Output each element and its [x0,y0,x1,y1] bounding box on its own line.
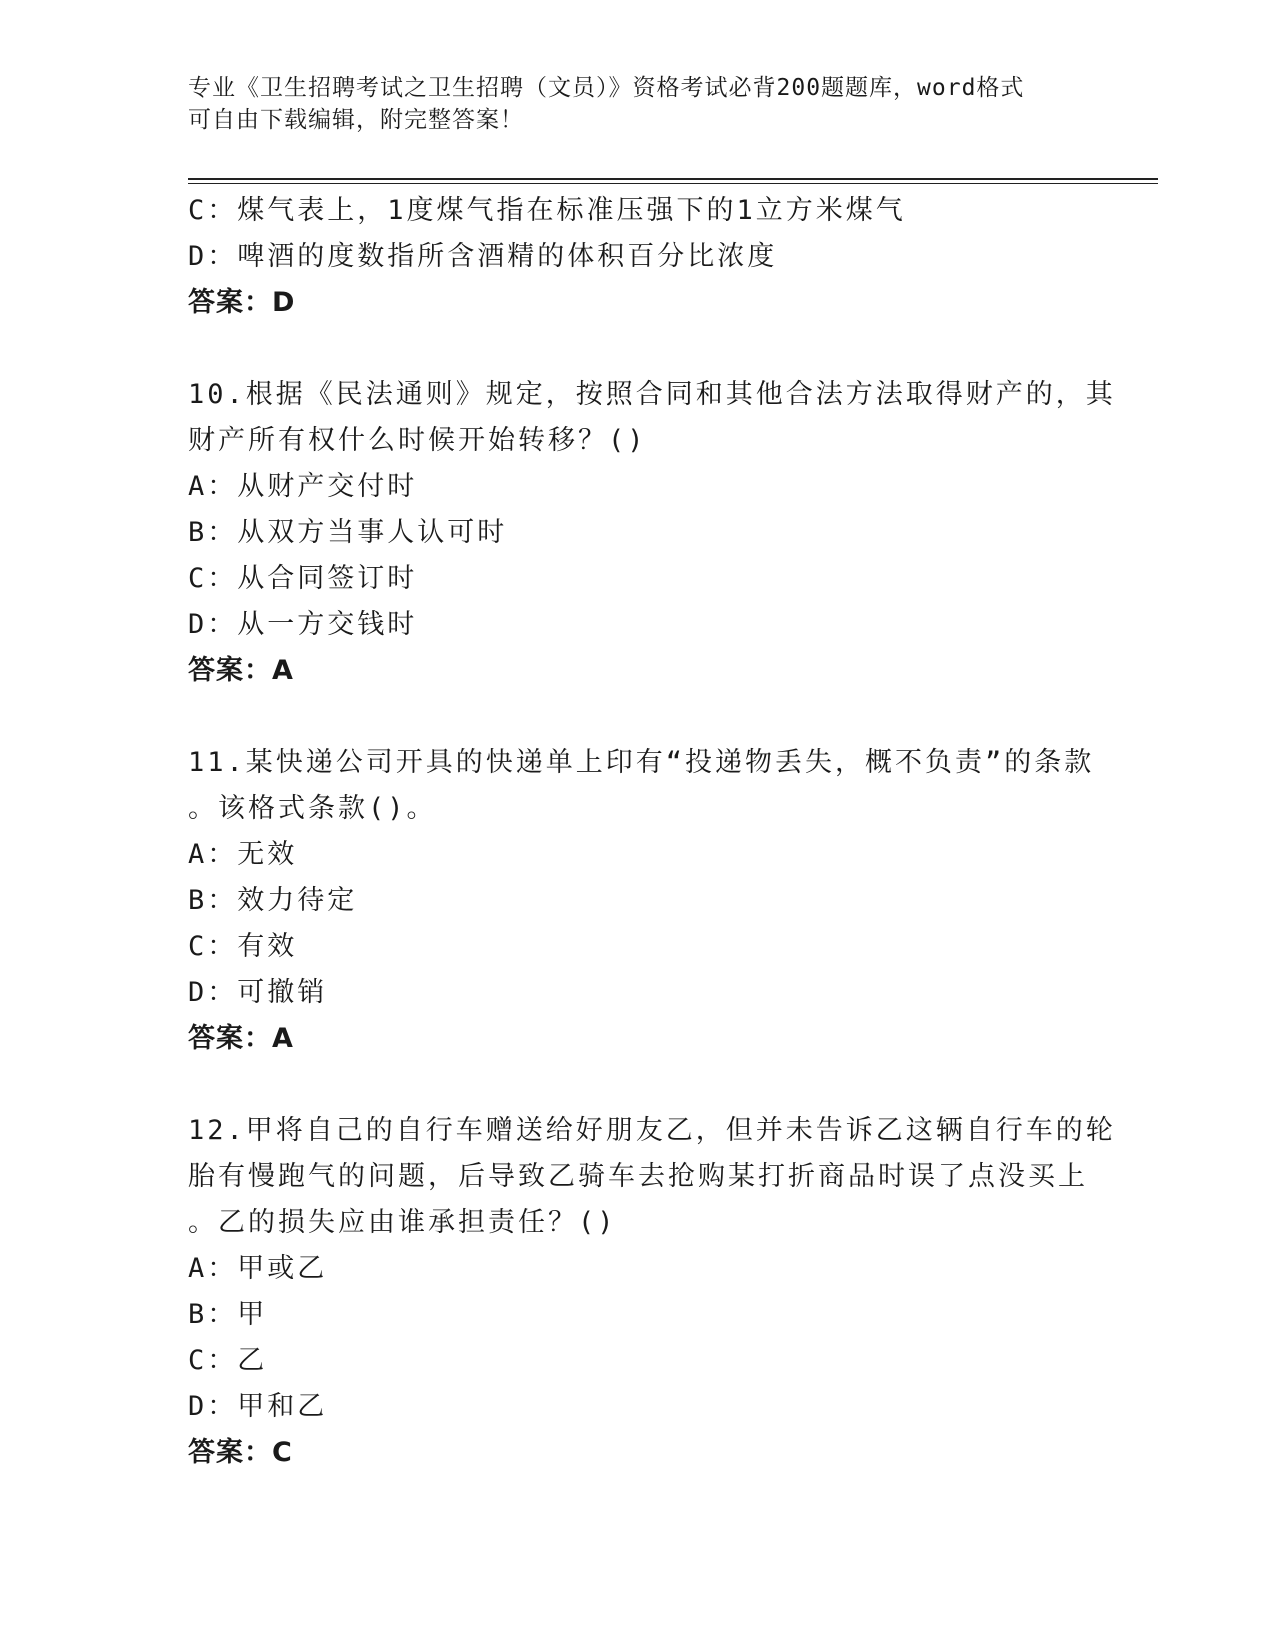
question-stem-line: 11.某快递公司开具的快递单上印有“投递物丢失，概不负责”的条款 [188,747,1095,778]
option-a: A：从财产交付时 [188,471,418,502]
question-list [188,188,1116,1476]
question-stem-line: 10.根据《民法通则》规定，按照合同和其他合法方法取得财产的，其 [188,379,1116,410]
option-a: A：无效 [188,839,298,870]
spacer [188,326,1088,372]
question-block [188,1108,1116,1476]
answer-line: 答案：C [188,1437,293,1468]
question-stem-line: 12.甲将自己的自行车赠送给好朋友乙，但并未告诉乙这辆自行车的轮 [188,1115,1116,1146]
spacer [188,694,1088,740]
option-b: B：效力待定 [188,885,358,916]
option-b: B：从双方当事人认可时 [188,517,508,548]
option-a: A：甲或乙 [188,1253,328,1284]
option-d: D：从一方交钱时 [188,609,418,640]
option-c: C：乙 [188,1345,268,1376]
header-rule-thick [188,178,1158,180]
spacer [188,1062,1088,1108]
option-d: D：甲和乙 [188,1391,328,1422]
header-line-1: 专业《卫生招聘考试之卫生招聘（文员）》资格考试必背200题题库，word格式 [188,75,1025,101]
option-d: D：啤酒的度数指所含酒精的体积百分比浓度 [188,241,778,272]
answer-line: 答案：D [188,287,296,318]
option-c: C：煤气表上，1度煤气指在标准压强下的1立方米煤气 [188,195,906,226]
answer-line: 答案：A [188,1023,294,1054]
question-block [188,372,1116,694]
question-stem-line: 。乙的损失应由谁承担责任？() [188,1207,617,1238]
question-stem-line: 财产所有权什么时候开始转移？() [188,425,647,456]
option-d: D：可撤销 [188,977,328,1008]
header-rule-thin [188,183,1158,184]
prev-question-tail [188,188,1088,326]
option-c: C：从合同签订时 [188,563,418,594]
question-stem-line: 胎有慢跑气的问题，后导致乙骑车去抢购某打折商品时误了点没买上 [188,1161,1088,1192]
document-header [188,72,1088,136]
option-c: C：有效 [188,931,298,962]
option-b: B：甲 [188,1299,268,1330]
header-line-2: 可自由下载编辑，附完整答案！ [188,107,524,133]
answer-line: 答案：A [188,655,294,686]
question-block [188,740,1095,1062]
question-stem-line: 。该格式条款()。 [188,793,437,824]
